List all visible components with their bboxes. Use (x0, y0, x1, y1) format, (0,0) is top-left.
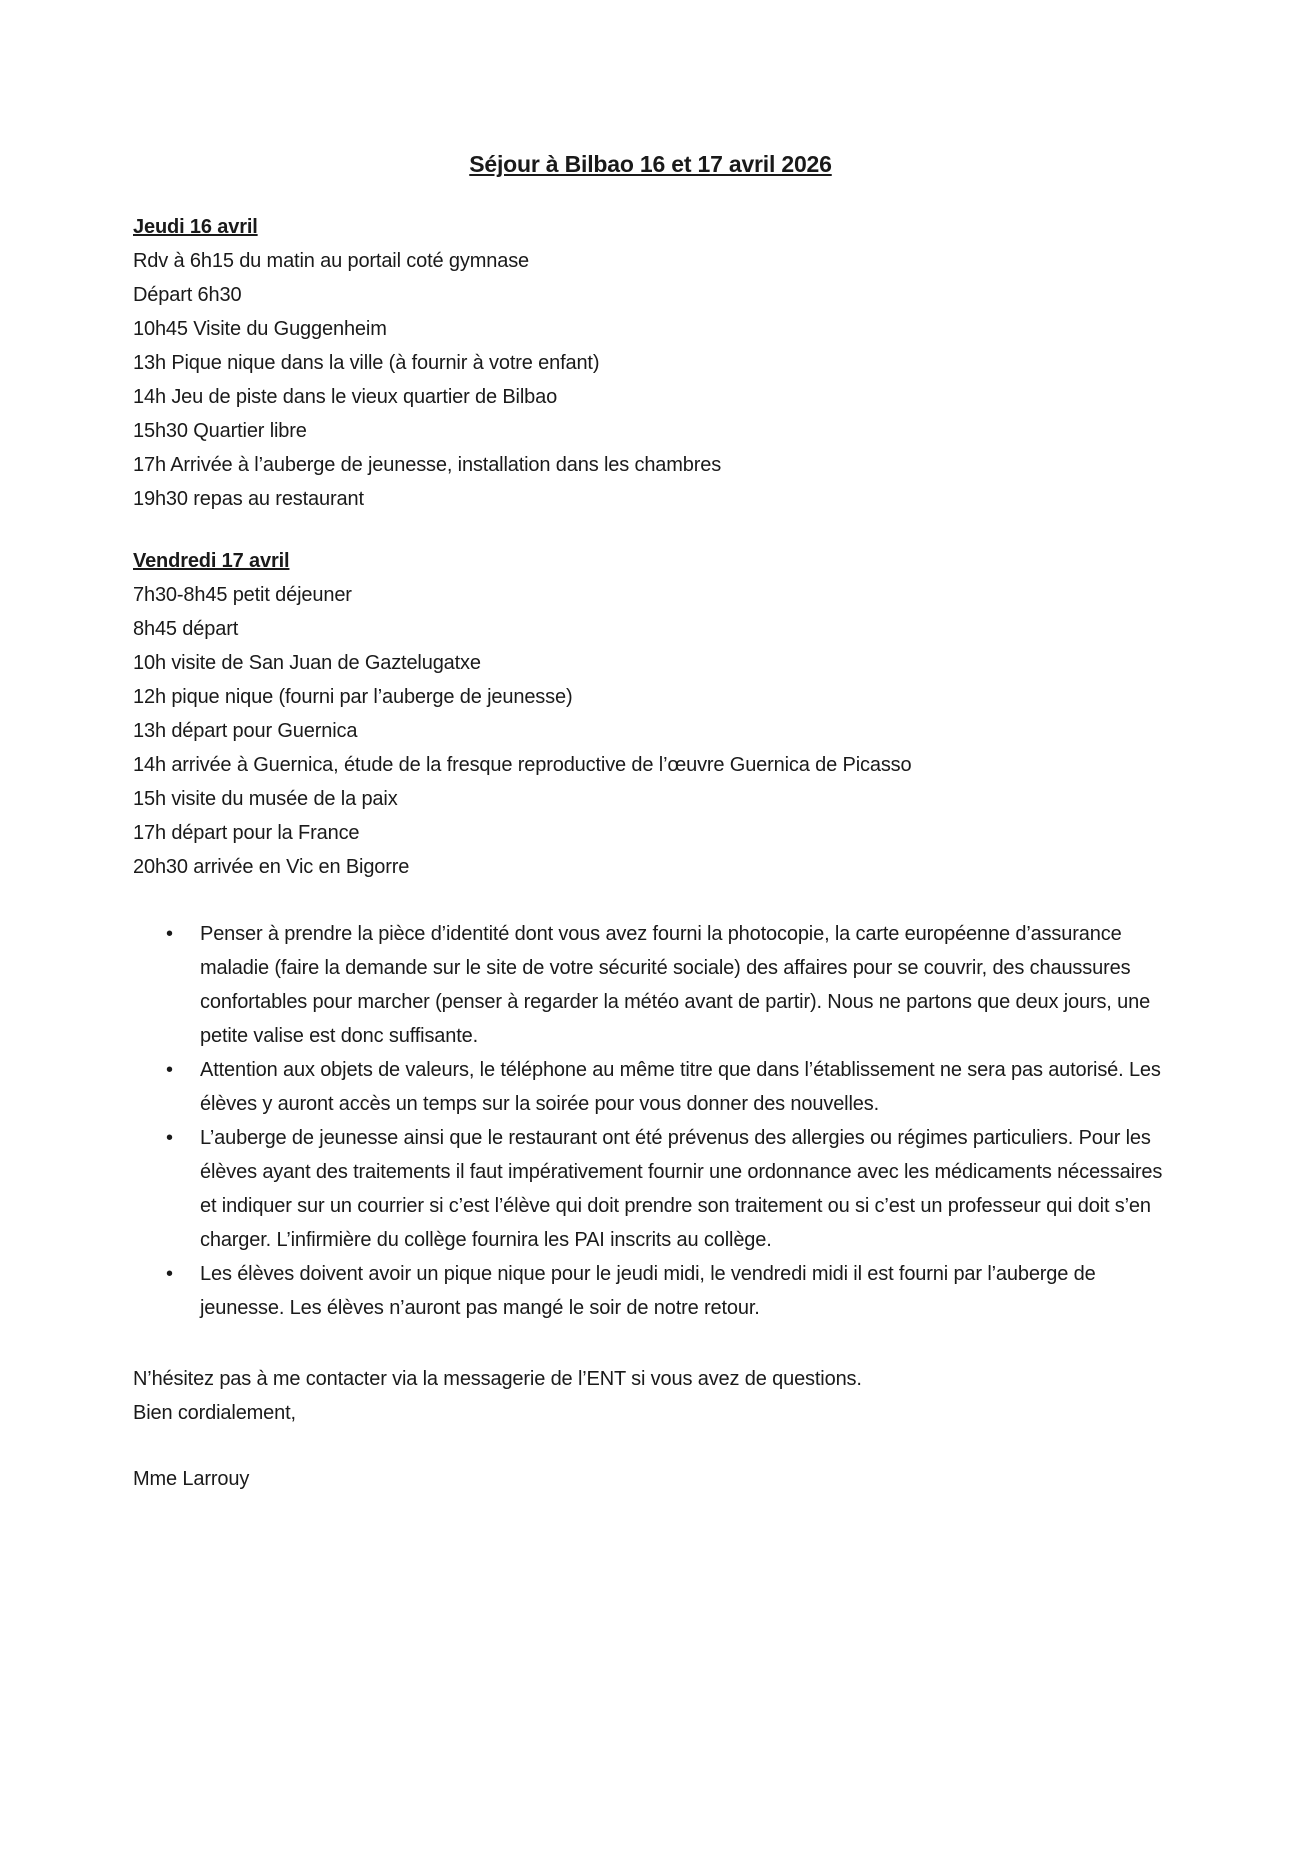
notes-list (133, 917, 1168, 1325)
section-friday (133, 544, 1168, 884)
schedule-line: 15h30 Quartier libre (133, 420, 307, 442)
bullet-text: Penser à prendre la pièce d’identité dont vous avez fourni la photocopie, la carte européenne d’assurance maladie (faire la demande sur le site de votre sécurité sociale) des affaires pour se couvrir, des chaussures confortables pour marcher (penser à regarder la météo avant de partir). Nous ne partons que deux jours, une petite valise est donc suffisante. (200, 923, 1151, 1047)
bullet-icon: • (166, 1127, 173, 1149)
schedule-line: 7h30-8h45 petit déjeuner (133, 584, 352, 606)
schedule-line: 10h visite de San Juan de Gaztelugatxe (133, 652, 481, 674)
section-heading-thursday: Jeudi 16 avril (133, 216, 258, 238)
signature: Mme Larrouy (133, 1468, 250, 1490)
schedule-line: 12h pique nique (fourni par l’auberge de jeunesse) (133, 686, 573, 708)
bullet-icon: • (166, 1263, 173, 1285)
schedule-line: 20h30 arrivée en Vic en Bigorre (133, 856, 410, 878)
schedule-line: 13h Pique nique dans la ville (à fournir à votre enfant) (133, 352, 600, 374)
schedule-line: 13h départ pour Guernica (133, 720, 358, 742)
schedule-line: 17h départ pour la France (133, 822, 360, 844)
schedule-line: 10h45 Visite du Guggenheim (133, 318, 387, 340)
bullet-text: Attention aux objets de valeurs, le téléphone au même titre que dans l’établissement ne sera pas autorisé. Les élèves y auront accès un temps sur la soirée pour vous donner des nouvelles. (200, 1059, 1161, 1115)
schedule-line: 8h45 départ (133, 618, 239, 640)
schedule-line: 17h Arrivée à l’auberge de jeunesse, installation dans les chambres (133, 454, 722, 476)
schedule-line: 15h visite du musée de la paix (133, 788, 398, 810)
bullet-text: L’auberge de jeunesse ainsi que le restaurant ont été prévenus des allergies ou régimes particuliers. Pour les élèves ayant des traitements il faut impérativement fournir une ordonnance avec les médicaments nécessaires et indiquer sur un courrier si c’est l’élève qui doit prendre son traitement ou si c’est un professeur qui doit s’en charger. L’infirmière du collège fournira les PAI inscrits au collège. (200, 1127, 1163, 1251)
document-title: Séjour à Bilbao 16 et 17 avril 2026 (469, 151, 832, 177)
closing-regards-line: Bien cordialement, (133, 1402, 296, 1424)
section-thursday (133, 210, 1168, 516)
bullet-icon: • (166, 923, 173, 945)
schedule-line: 19h30 repas au restaurant (133, 488, 364, 510)
list-item (133, 1053, 1168, 1121)
schedule-line: Départ 6h30 (133, 284, 242, 306)
bullet-icon: • (166, 1059, 173, 1081)
list-item (133, 1121, 1168, 1257)
closing-contact-line: N’hésitez pas à me contacter via la messagerie de l’ENT si vous avez de questions. (133, 1368, 862, 1390)
list-item (133, 1257, 1168, 1325)
bullet-text: Les élèves doivent avoir un pique nique pour le jeudi midi, le vendredi midi il est fourni par l’auberge de jeunesse. Les élèves n’auront pas mangé le soir de notre retour. (200, 1263, 1096, 1319)
schedule-line: 14h arrivée à Guernica, étude de la fresque reproductive de l’œuvre Guernica de Picasso (133, 754, 912, 776)
schedule-line: Rdv à 6h15 du matin au portail coté gymnase (133, 250, 530, 272)
section-heading-friday: Vendredi 17 avril (133, 550, 290, 572)
schedule-line: 14h Jeu de piste dans le vieux quartier de Bilbao (133, 386, 558, 408)
list-item (133, 917, 1168, 1053)
